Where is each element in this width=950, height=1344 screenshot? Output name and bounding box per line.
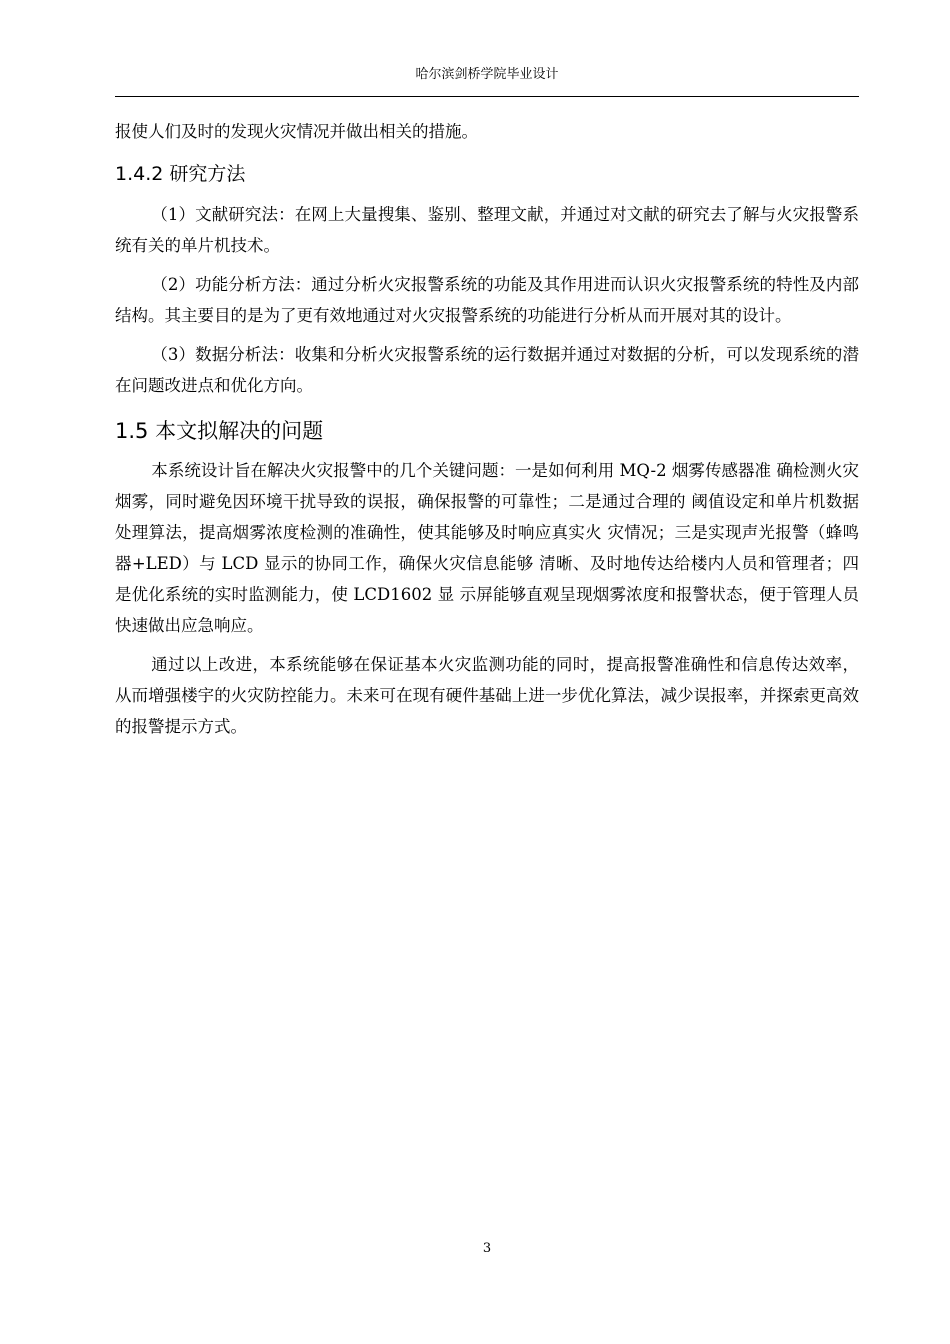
- body-text: [115, 116, 859, 742]
- paragraph-literature-method: （1）文献研究法：在网上大量搜集、鉴别、整理文献，并通过对文献的研究去了解与火灾报警系统有关的单片机技术。: [115, 205, 859, 255]
- section-heading-1-5: 1.5 本文拟解决的问题: [115, 419, 324, 443]
- paragraph-function-analysis-method: （2）功能分析方法：通过分析火灾报警系统的功能及其作用进而认识火灾报警系统的特性及内部结构。其主要目的是为了更有效地通过对火灾报警系统的功能进行分析从而开展对其的设计。: [115, 275, 859, 325]
- paragraph-key-problems: 本系统设计旨在解决火灾报警中的几个关键问题：一是如何利用 MQ-2 烟雾传感器准 确检测火灾烟雾，同时避免因环境干扰导致的误报，确保报警的可靠性；二是通过合理的 阈值设定和单片机数据处理算法，提高烟雾浓度检测的准确性，使其能够及时响应真实火 灾情况；三是实现声光报警（蜂鸣器+LED）与 LCD 显示的协同工作，确保火灾信息能够 清晰、及时地传达给楼内人员和管理者；四是优化系统的实时监测能力，使 LCD1602 显 示屏能够直观呈现烟雾浓度和报警状态，便于管理人员快速做出应急响应。: [115, 461, 859, 635]
- continuation-paragraph: 报使人们及时的发现火灾情况并做出相关的措施。: [115, 122, 478, 141]
- header-rule: [115, 96, 859, 97]
- section-heading-1-4-2: 1.4.2 研究方法: [115, 163, 246, 185]
- paragraph-improvements: 通过以上改进，本系统能够在保证基本火灾监测功能的同时，提高报警准确性和信息传达效率，从而增强楼宇的火灾防控能力。未来可在现有硬件基础上进一步优化算法，减少误报率，并探索更高效的报警提示方式。: [115, 655, 859, 736]
- page-number: 3: [482, 1241, 492, 1256]
- running-header: 哈尔滨剑桥学院毕业设计: [415, 67, 559, 82]
- paragraph-data-analysis-method: （3）数据分析法：收集和分析火灾报警系统的运行数据并通过对数据的分析，可以发现系统的潜在问题改进点和优化方向。: [115, 345, 859, 395]
